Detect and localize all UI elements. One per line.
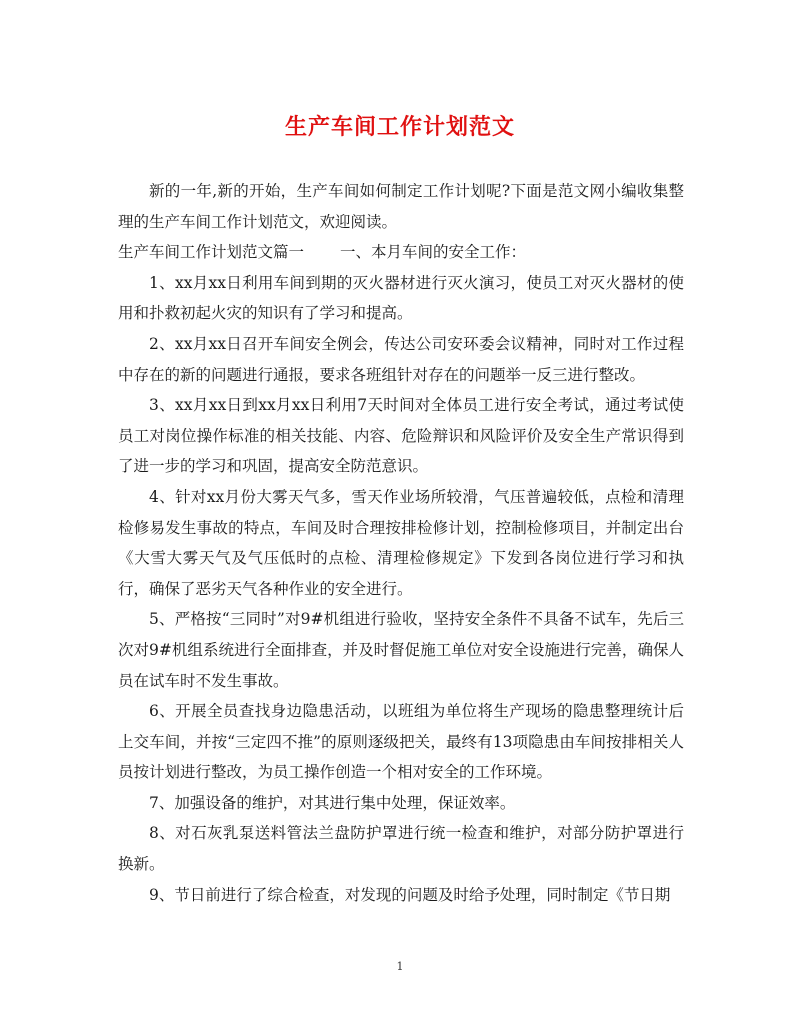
section-label: 生产车间工作计划范文篇一 bbox=[118, 243, 305, 262]
section-heading: 一、本月车间的安全工作： bbox=[340, 243, 527, 262]
list-item: 1、xx月xx日利用车间到期的灭火器材进行灭火演习，使员工对灭火器材的使用和扑救初起火灾的知识有了学习和提高。 bbox=[118, 273, 684, 323]
list-item: 3、xx月xx日到xx月xx日利用7天时间对全体员工进行安全考试，通过考试使员工对岗位操作标准的相关技能、内容、危险辩识和风险评价及安全生产常识得到了进一步的学习和巩固，提高安全防范意识。 bbox=[118, 396, 684, 476]
list-item: 5、严格按“三同时”对9#机组进行验收，坚持安全条件不具备不试车，先后三次对9#机组系统进行全面排查，并及时督促施工单位对安全设施进行完善，确保人员在试车时不发生事故。 bbox=[118, 610, 684, 690]
list-item: 6、开展全员查找身边隐患活动，以班组为单位将生产现场的隐患整理统计后上交车间，并按“三定四不推”的原则逐级把关，最终有13项隐患由车间按排相关人员按计划进行整改，为员工操作创造一个相对安全的工作环境。 bbox=[118, 702, 684, 782]
list-item: 4、针对xx月份大雾天气多，雪天作业场所较滑，气压普遍较低，点检和清理检修易发生事故的特点，车间及时合理按排检修计划，控制检修项目，并制定出台《大雪大雾天气及气压低时的点检、清理检修规定》下发到各岗位进行学习和执行，确保了恶劣天气各种作业的安全进行。 bbox=[118, 487, 684, 598]
section-heading-line bbox=[118, 237, 684, 268]
intro-paragraph: 新的一年,新的开始，生产车间如何制定工作计划呢?下面是范文网小编收集整理的生产车间工作计划范文，欢迎阅读。 bbox=[118, 182, 684, 231]
page-number: 1 bbox=[396, 960, 404, 973]
list-item: 8、对石灰乳泵送料管法兰盘防护罩进行统一检查和维护，对部分防护罩进行换新。 bbox=[118, 824, 684, 874]
list-item: 2、xx月xx日召开车间安全例会，传达公司安环委会议精神，同时对工作过程中存在的新的问题进行通报，要求各班组针对存在的问题举一反三进行整改。 bbox=[118, 334, 684, 384]
document-title: 生产车间工作计划范文 bbox=[284, 115, 515, 140]
document-body bbox=[118, 176, 684, 910]
list-item: 9、节日前进行了综合检查，对发现的问题及时给予处理，同时制定《节日期 bbox=[149, 885, 671, 904]
list-item: 7、加强设备的维护，对其进行集中处理，保证效率。 bbox=[149, 793, 516, 812]
